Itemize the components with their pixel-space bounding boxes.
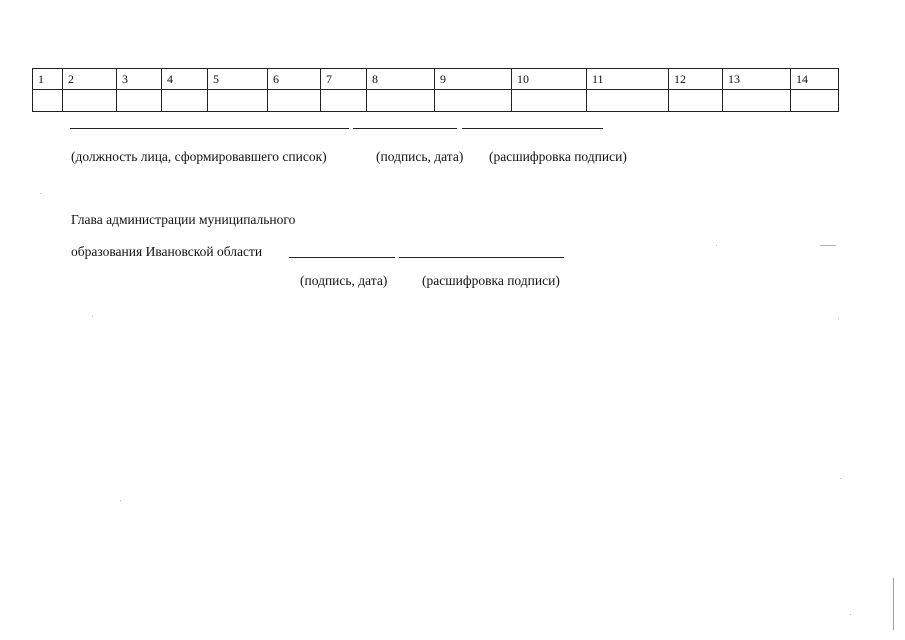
scan-speck — [120, 500, 121, 501]
table-header-cell: 10 — [512, 69, 587, 90]
table-header-cell: 5 — [208, 69, 268, 90]
head-title-line1: Глава администрации муниципального — [71, 212, 296, 227]
head-signature-line — [289, 257, 395, 258]
table-header-cell: 1 — [33, 69, 63, 90]
table-header-cell: 9 — [435, 69, 512, 90]
scan-speck — [820, 245, 836, 246]
data-table — [32, 68, 839, 112]
table-header-cell: 11 — [587, 69, 669, 90]
table-cell — [33, 90, 63, 112]
head-decoding-caption: (расшифровка подписи) — [422, 273, 560, 288]
table-cell — [321, 90, 367, 112]
table-header-cell: 3 — [117, 69, 162, 90]
decoding-caption: (расшифровка подписи) — [489, 149, 627, 164]
position-line — [70, 128, 349, 129]
table-cell — [117, 90, 162, 112]
head-signature-caption: (подпись, дата) — [300, 273, 388, 288]
table-cell — [367, 90, 435, 112]
table-header-cell: 6 — [268, 69, 321, 90]
table-header-cell: 7 — [321, 69, 367, 90]
table-header-row — [33, 69, 839, 90]
table-header-cell: 13 — [723, 69, 791, 90]
decoding-line — [462, 128, 603, 129]
table-cell — [512, 90, 587, 112]
head-title-line2: образования Ивановской области — [71, 244, 263, 259]
table-cell — [162, 90, 208, 112]
scan-speck — [716, 245, 717, 246]
table-header-cell: 4 — [162, 69, 208, 90]
scan-speck — [92, 316, 93, 317]
table-header-cell: 12 — [669, 69, 723, 90]
head-decoding-line — [399, 257, 564, 258]
position-caption: (должность лица, сформировавшего список) — [71, 149, 327, 164]
table-cell — [268, 90, 321, 112]
table-cell — [723, 90, 791, 112]
table-row — [33, 90, 839, 112]
table-header-cell: 14 — [791, 69, 839, 90]
signature-caption: (подпись, дата) — [376, 149, 464, 164]
scan-speck — [40, 193, 41, 194]
scan-edge-mark — [893, 578, 894, 630]
table-cell — [208, 90, 268, 112]
table-header-cell: 8 — [367, 69, 435, 90]
table-cell — [63, 90, 117, 112]
signature-line — [353, 128, 457, 129]
table-cell — [669, 90, 723, 112]
scan-speck — [840, 478, 841, 479]
table-cell — [587, 90, 669, 112]
table-header-cell: 2 — [63, 69, 117, 90]
scan-speck — [838, 318, 839, 319]
scan-speck — [850, 614, 851, 615]
table-cell — [791, 90, 839, 112]
table-cell — [435, 90, 512, 112]
